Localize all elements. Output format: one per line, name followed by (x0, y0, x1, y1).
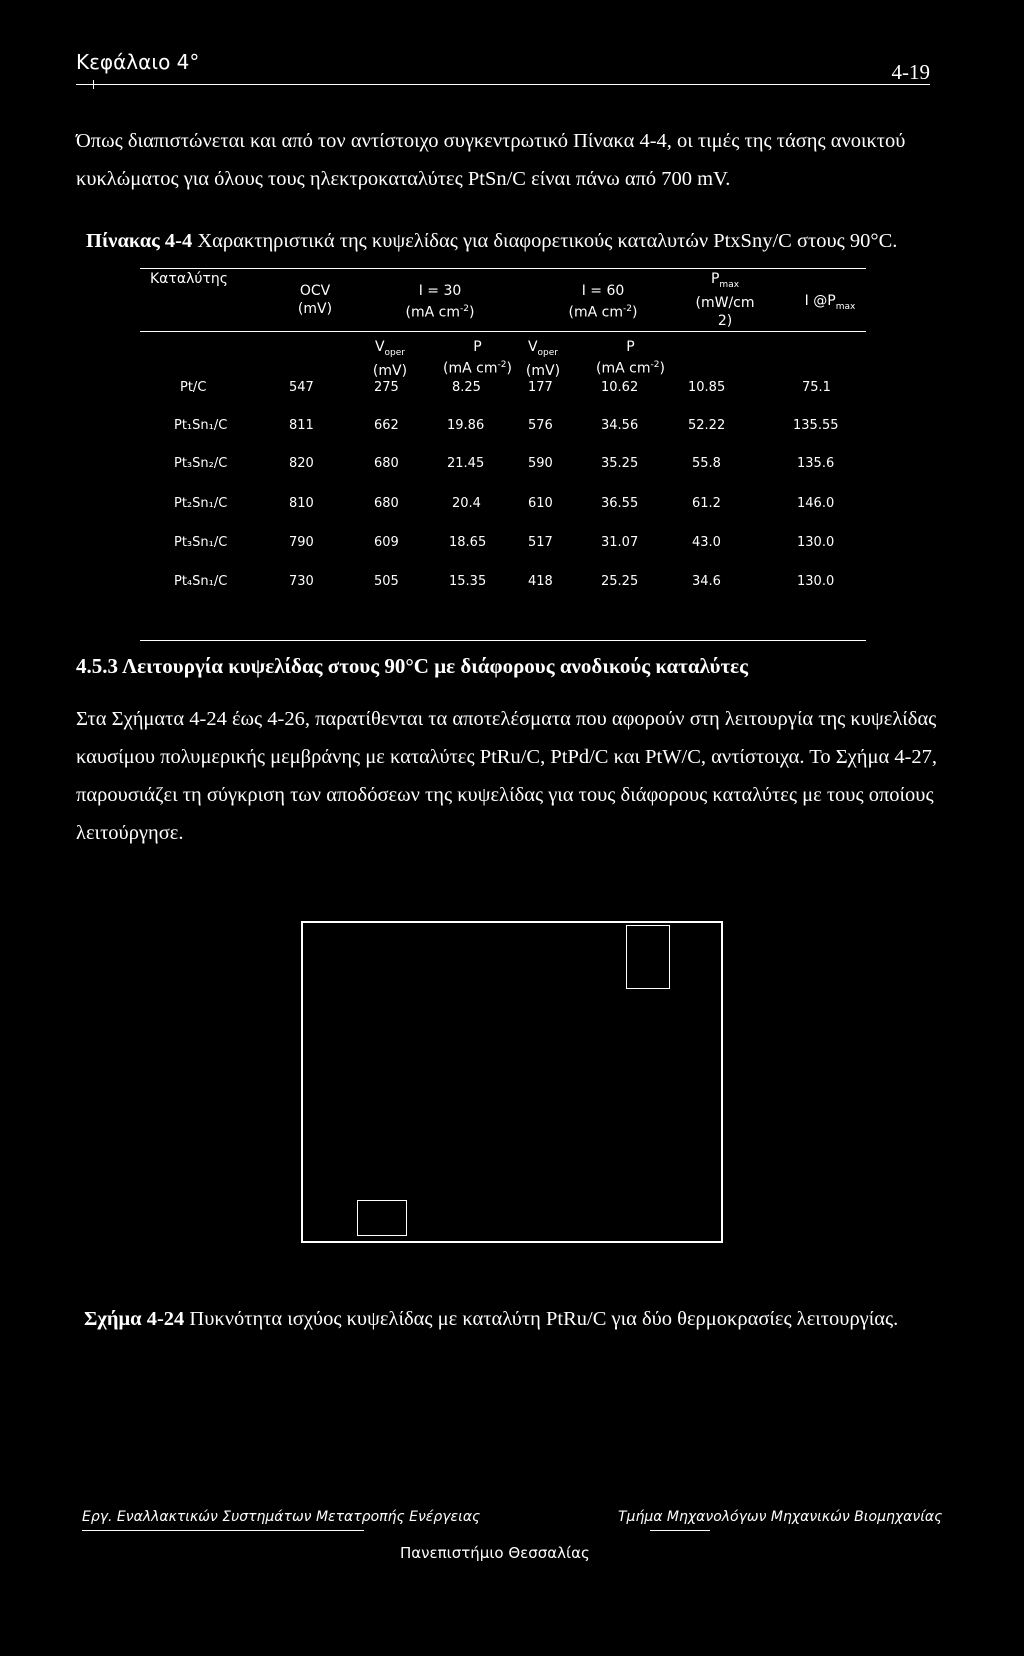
table-cell-ocv: 730 (289, 574, 314, 589)
table-cell-v60: 418 (528, 574, 553, 589)
table-cell-p60: 34.56 (601, 418, 639, 433)
table-cell-cat: Pt₁Sn₁/C (174, 418, 228, 433)
table-cell-v60: 517 (528, 535, 553, 550)
table-cell-pmax: 10.85 (688, 380, 726, 395)
table-cell-pmax: 61.2 (692, 496, 721, 511)
th-ipmax: I $@P_{max}$ (804, 293, 856, 312)
th-ocv-label: OCV (299, 283, 331, 299)
table-rule-bottom (140, 640, 866, 641)
table-cell-pmax: 34.6 (692, 574, 721, 589)
table-cell-cat: Pt₂Sn₁/C (174, 496, 228, 511)
page-number: 4-19 (891, 60, 930, 84)
table-caption-text: Χαρακτηριστικά της κυψελίδας για διαφορετικούς καταλυτών PtxSny/C στους 90°C. (197, 230, 898, 252)
table-cell-ipmax: 146.0 (797, 496, 835, 511)
table-cell-v30: 662 (374, 418, 399, 433)
table-caption-label: Πίνακας 4-4 (86, 230, 193, 252)
footer-rule-right (650, 1530, 710, 1531)
table-cell-v30: 680 (374, 496, 399, 511)
th-ocv (290, 282, 340, 318)
footer-rule-left (82, 1530, 364, 1531)
table-cell-v30: 609 (374, 535, 399, 550)
table-cell-v60: 610 (528, 496, 553, 511)
table-cell-p60: 31.07 (601, 535, 639, 550)
footer-right: Τμήμα Μηχανολόγων Μηχανικών Βιομηχανίας (618, 1509, 943, 1525)
subhead-p30 (430, 338, 525, 378)
table-cell-v60: 576 (528, 418, 553, 433)
figure-inner-box (357, 1200, 407, 1236)
table-cell-p30: 8.25 (452, 380, 481, 395)
th-pmax-unit-b: 2) (717, 312, 733, 329)
table-rule-top (140, 268, 866, 269)
table-cell-p60: 10.62 (601, 380, 639, 395)
table-cell-cat: Pt₃Sn₁/C (174, 535, 228, 550)
th-pmax-label: $P_{max}$ (710, 271, 740, 290)
table-cell-p30: 19.86 (447, 418, 485, 433)
th-i60-label: I = 60 (581, 283, 625, 299)
table-rule-mid (140, 331, 866, 332)
table-cell-ocv: 811 (289, 418, 314, 433)
subhead-v30 (370, 338, 410, 380)
header-rule-tick (93, 80, 94, 89)
table-cell-cat: Pt/C (180, 380, 207, 395)
table-cell-p30: 18.65 (449, 535, 487, 550)
subhead-p60 (583, 338, 678, 378)
table-cell-cat: Pt₃Sn₂/C (174, 456, 228, 471)
table-cell-v30: 275 (374, 380, 399, 395)
th-i30-unit: (mA $cm^{-2}$) (405, 304, 475, 321)
th-i30-label: I = 30 (418, 283, 462, 299)
table-cell-ipmax: 135.55 (793, 418, 839, 433)
table-cell-v30: 505 (374, 574, 399, 589)
table-cell-v60: 177 (528, 380, 553, 395)
table-caption (86, 230, 897, 253)
table-cell-pmax: 52.22 (688, 418, 726, 433)
subhead-v30-unit: (mV) (372, 362, 408, 379)
table-cell-pmax: 55.8 (692, 456, 721, 471)
th-ocv-unit: (mV) (297, 301, 333, 317)
table-cell-ipmax: 130.0 (797, 574, 835, 589)
table-cell-ipmax: 75.1 (802, 380, 831, 395)
th-i60-unit: (mA $cm^{-2}$) (568, 304, 638, 321)
table-cell-pmax: 43.0 (692, 535, 721, 550)
footer-left: Εργ. Εναλλακτικών Συστημάτων Μετατροπής Ενέργειας (82, 1509, 481, 1525)
footer-center: Πανεπιστήμιο Θεσσαλίας (400, 1544, 590, 1562)
table-cell-ocv: 547 (289, 380, 314, 395)
table-cell-ipmax: 130.0 (797, 535, 835, 550)
figure-caption (84, 1308, 898, 1331)
table-cell-p30: 20.4 (452, 496, 481, 511)
th-pmax-unit: (mW/cm (695, 294, 755, 311)
th-catalyst: Καταλύτης (150, 271, 228, 287)
subhead-v60 (523, 338, 563, 380)
table-cell-p60: 35.25 (601, 456, 639, 471)
body-paragraph: Στα Σχήματα 4-24 έως 4-26, παρατίθενται τα αποτελέσματα που αφορούν στη λειτουργία της κυψελίδας καυσίμου πολυμερικής μεμβράνης με καταλύτες PtRu/C, PtPd/C και PtW/C, αντίστοιχα. Το Σχήμα 4-27, παρουσιάζει τη σύγκριση των αποδόσεων της κυψελίδας για τους διάφορους καταλύτες με τους οποίους λειτούργησε. (76, 708, 938, 844)
subhead-p30-label: P (473, 339, 482, 355)
figure-inner-box (626, 925, 670, 989)
subhead-v30-label: $V_{oper}$ (374, 339, 406, 358)
th-i30 (385, 282, 495, 322)
th-i60 (548, 282, 658, 322)
subhead-p30-unit: (mA $cm^{-2}$) (443, 360, 512, 377)
table-cell-v60: 590 (528, 456, 553, 471)
intro-paragraph: Όπως διαπιστώνεται και από τον αντίστοιχο συγκεντρωτικό Πίνακα 4-4, οι τιμές της τάσης ανοικτού κυκλώματος για όλους τους ηλεκτροκαταλύτες PtSn/C είναι πάνω από 700 mV. (76, 130, 906, 190)
subhead-p60-unit: (mA $cm^{-2}$) (596, 360, 665, 377)
section-title: 4.5.3 Λειτουργία κυψελίδας στους 90°C με διάφορους ανοδικούς καταλύτες (76, 654, 748, 678)
header-rule (76, 84, 930, 85)
subhead-v60-unit: (mV) (525, 362, 561, 379)
table-cell-p60: 25.25 (601, 574, 639, 589)
table-cell-ocv: 810 (289, 496, 314, 511)
table-cell-cat: Pt₄Sn₁/C (174, 574, 228, 589)
table-cell-v30: 680 (374, 456, 399, 471)
figure-caption-label: Σχήμα 4-24 (84, 1308, 185, 1330)
table-cell-p30: 15.35 (449, 574, 487, 589)
table-cell-ipmax: 135.6 (797, 456, 835, 471)
table-cell-p60: 36.55 (601, 496, 639, 511)
table-cell-ocv: 820 (289, 456, 314, 471)
table-cell-p30: 21.45 (447, 456, 485, 471)
figure-caption-text: Πυκνότητα ισχύος κυψελίδας με καταλύτη PtRu/C για δύο θερμοκρασίες λειτουργίας. (189, 1308, 899, 1330)
subhead-v60-label: $V_{oper}$ (527, 339, 559, 358)
subhead-p60-label: P (626, 339, 635, 355)
th-pmax (680, 270, 770, 330)
table-cell-ocv: 790 (289, 535, 314, 550)
chapter-title: Κεφάλαιο 4° (76, 50, 200, 74)
